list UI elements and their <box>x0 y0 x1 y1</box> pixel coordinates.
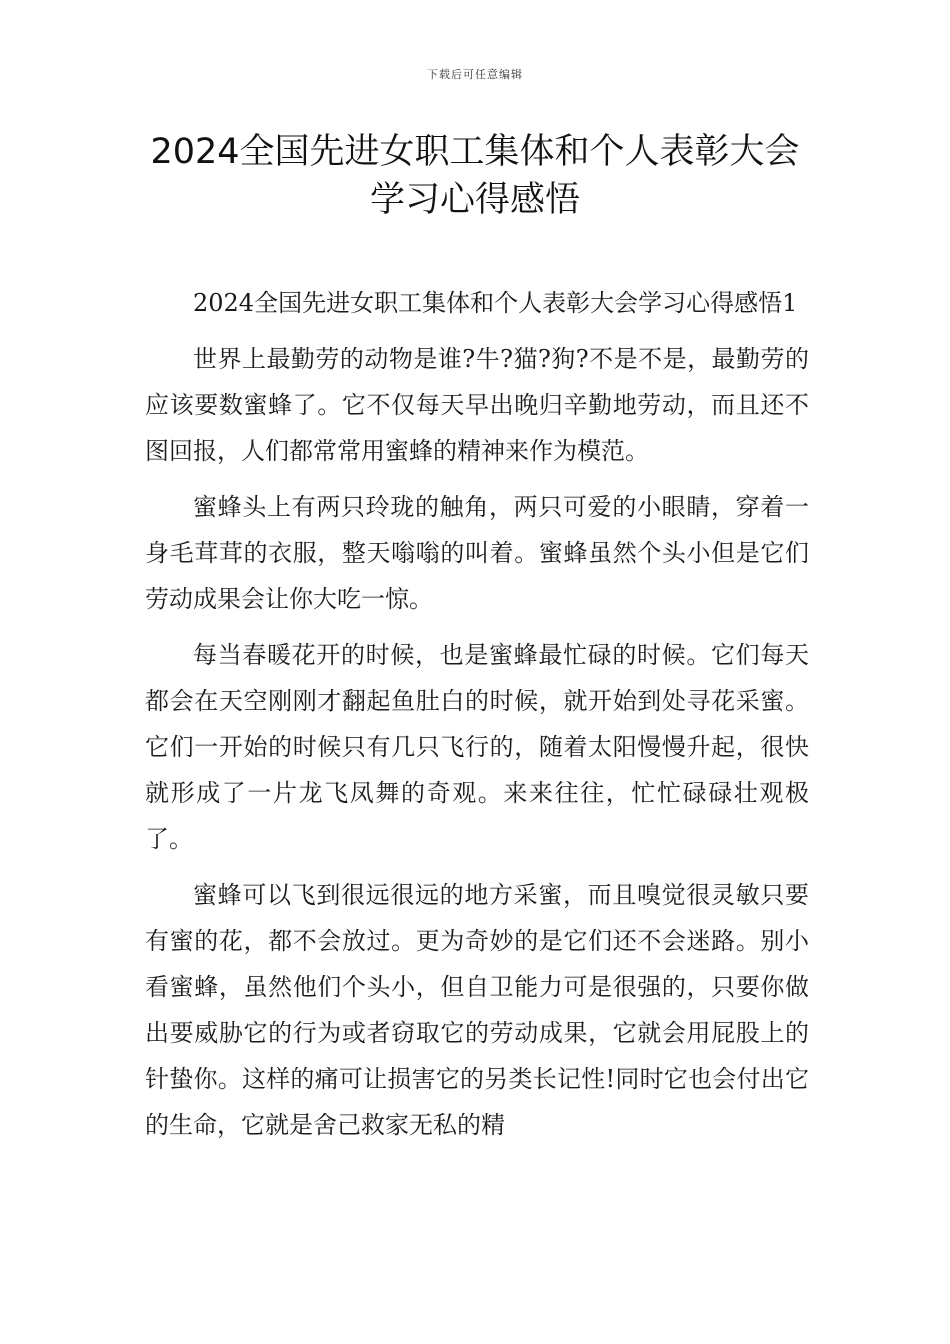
document-title <box>100 128 850 224</box>
paragraph-subtitle: 2024全国先进女职工集体和个人表彰大会学习心得感悟1 <box>193 289 798 317</box>
paragraph: 蜜蜂可以飞到很远很远的地方采蜜，而且嗅觉很灵敏只要有蜜的花，都不会放过。更为奇妙的是它们还不会迷路。别小看蜜蜂，虽然他们个头小，但自卫能力可是很强的，只要你做出要威胁它的行为或者窃取它的劳动成果，它就会用屁股上的针蛰你。这样的痛可让损害它的另类长记性!同时它也会付出它的生命，它就是舍己救家无私的精 <box>145 881 809 1139</box>
title-line-2: 学习心得感悟 <box>369 180 580 220</box>
document-body <box>145 280 809 1158</box>
paragraph: 蜜蜂头上有两只玲珑的触角，两只可爱的小眼睛，穿着一身毛茸茸的衣服，整天嗡嗡的叫着。蜜蜂虽然个头小但是它们劳动成果会让你大吃一惊。 <box>145 493 809 613</box>
paragraph: 世界上最勤劳的动物是谁?牛?猫?狗?不是不是，最勤劳的应该要数蜜蜂了。它不仅每天早出晚归辛勤地劳动，而且还不图回报，人们都常常用蜜蜂的精神来作为模范。 <box>145 345 809 465</box>
header-note: 下载后可任意编辑 <box>427 68 523 81</box>
paragraph: 每当春暖花开的时候，也是蜜蜂最忙碌的时候。它们每天都会在天空刚刚才翻起鱼肚白的时候，就开始到处寻花采蜜。它们一开始的时候只有几只飞行的，随着太阳慢慢升起，很快就形成了一片龙飞凤舞的奇观。来来往往，忙忙碌碌壮观极了。 <box>145 641 809 853</box>
title-line-1: 2024全国先进女职工集体和个人表彰大会 <box>150 132 800 172</box>
